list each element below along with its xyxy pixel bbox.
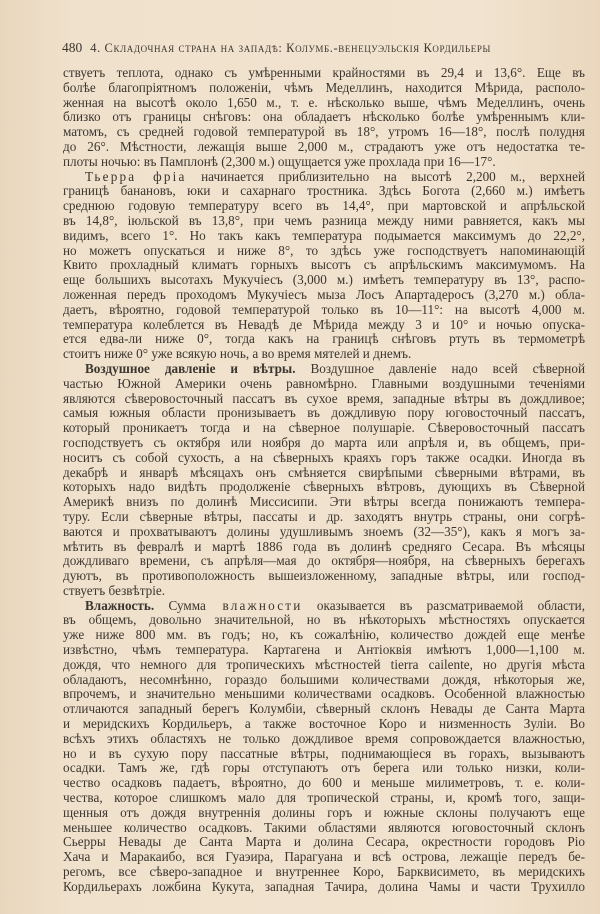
text-segment: ется едва-ли ниже 0°, тогда какъ на границѣ снѣговъ ртуть въ термометрѣ — [63, 332, 585, 347]
text-line — [63, 170, 585, 185]
text-segment: Сьерры Невады де Санта Марта и долина Сесара, окрестности городовъ Ріо — [63, 835, 585, 850]
text-segment: ствуетъ теплота, однако съ умѣренными крайностями въ 29,4 и 13,6°. Еще въ — [63, 66, 585, 80]
text-segment: Хача и Маракаибо, вся Гуаэира, Парагуана и всѣ острова, лежащіе передъ бе- — [63, 850, 585, 865]
text-segment: которыхъ надо видѣть продолженіе сѣверныхъ вѣтровъ, дующихъ въ Сѣверной — [63, 480, 585, 495]
page-number: 480 — [62, 40, 83, 55]
text-line — [63, 569, 585, 584]
text-line — [63, 584, 585, 599]
text-line — [63, 125, 585, 140]
text-segment: но можетъ опускаться и ниже 8°, то здѣсь уже господствуетъ напоминающій — [63, 243, 585, 258]
text-segment: Сумма — [168, 598, 206, 613]
text-segment: господствуетъ съ октября или ноября до марта или апрѣля и, въ общемъ, при- — [63, 435, 585, 450]
text-line — [63, 673, 585, 688]
text-line — [63, 821, 585, 836]
text-line — [63, 318, 585, 333]
text-line — [63, 303, 585, 318]
text-segment: являются сѣверовосточный пассатъ въ сухое время, западные вѣтры въ дождливое; — [63, 391, 585, 406]
text-line — [63, 421, 585, 436]
text-line — [63, 273, 585, 288]
text-segment: ложенная передъ проходомъ Мукучіесъ мыза Лосъ Апартадеросъ (3,270 м.) обла- — [63, 287, 585, 302]
text-line — [63, 406, 585, 421]
text-line — [63, 214, 585, 229]
text-segment: ствуетъ безвѣтріе. — [63, 583, 166, 598]
text-segment: но и въ сухую пору пассатные вѣтры, поднимающіеся въ горахъ, вызываютъ — [63, 746, 585, 761]
text-line — [63, 140, 585, 155]
text-segment: носитъ съ собой сухость, а на сѣверныхъ краяхъ горъ также осадки. Иногда въ — [63, 450, 585, 465]
text-segment: самыя южныя области пронизываетъ въ дождливую пору юговосточный пассатъ, — [63, 406, 585, 421]
text-segment: Америкѣ внизъ по долинѣ Миссисипи. Эти вѣтры всегда понижаютъ темпера- — [63, 495, 585, 510]
text-segment: въ 14,8°, іюльской въ 13,8°, при чемъ разница между ними равняется, какъ мы — [63, 213, 585, 228]
text-line — [63, 702, 585, 717]
text-line — [63, 184, 585, 199]
text-line — [63, 436, 585, 451]
text-line — [63, 66, 585, 81]
text-line — [63, 466, 585, 481]
text-segment: мѣтить въ февралѣ и мартѣ 1886 года въ долинѣ средняго Сесара. Въ мѣсяцы — [63, 539, 585, 554]
text-line — [63, 362, 585, 377]
text-segment: стоитъ ниже 0° уже всякую ночь, а во время мятелей и днемъ. — [63, 347, 412, 362]
text-segment: дуютъ, въ противоположность вышеизложенному, западные вѣтры, или господ- — [63, 569, 585, 584]
text-line — [63, 850, 585, 865]
text-line — [63, 687, 585, 702]
text-segment: близко отъ границы снѣговъ: она обладаетъ нѣсколько болѣе умѣреннымъ кли- — [63, 110, 585, 125]
text-segment: щенныя отъ дождя внутреннія долины горъ и южные склоны получаютъ еще — [63, 805, 585, 820]
text-segment: чества, которое слишкомъ мало для тропической страны, и, кромѣ того, защи- — [63, 791, 585, 806]
text-segment: даетъ, вѣроятно, годовой температурой только въ 10—11°: на высотѣ 4,000 м. — [63, 302, 585, 317]
text-segment: чество осадковъ падаетъ, вѣроятно, до 600 и меньше милиметровъ, т. е. коли- — [63, 776, 585, 791]
text-line — [63, 865, 585, 880]
text-line — [63, 199, 585, 214]
text-line — [63, 347, 585, 362]
text-segment: плоты ночью: въ Памплонѣ (2,300 м.) ощущается уже прохлада при 16—17°. — [63, 154, 496, 169]
text-line — [63, 392, 585, 407]
text-segment: декабрѣ и январѣ мѣсяцахъ онъ смѣняется свирѣпыми сѣверными вѣтрами, въ — [63, 465, 585, 480]
text-line — [63, 880, 585, 895]
text-segment: температура колеблется въ Невадѣ де Мѣрида между 3 и 10° и ночью опуска- — [63, 317, 585, 332]
text-segment: матомъ, съ средней годовой температурой въ 18°, утромъ 16—18°, послѣ полудня — [63, 125, 585, 140]
text-segment: Квито прохладный климатъ горныхъ высотъ съ апрѣльскимъ максимумомъ. На — [63, 258, 585, 273]
text-segment: видимъ, всего 1°. Но такъ какъ температура подымается максимумъ до 22,2°, — [63, 228, 585, 243]
text-segment: женная на высотѣ около 1,650 м., т. е. нѣсколько выше, чѣмъ Меделлинъ, очень — [63, 95, 585, 110]
emphasized-text: влажности — [222, 598, 303, 613]
text-line — [63, 288, 585, 303]
text-line — [63, 835, 585, 850]
text-line — [63, 613, 585, 628]
text-line — [63, 81, 585, 96]
text-segment: туру. Если сѣверные вѣтры, пассаты и др. заходятъ внутрь страны, они согрѣ- — [63, 509, 585, 524]
text-segment: начинается приблизительно на высотѣ 2,200 м., верхней — [201, 169, 585, 184]
text-line — [63, 244, 585, 259]
text-line — [63, 525, 585, 540]
running-header — [62, 40, 592, 56]
text-segment: Кордильерахъ ложбина Кукута, западная Тачира, долина Чамы и части Трухилло — [63, 879, 585, 894]
text-segment: который проникаетъ тогда и на сѣверное полушаріе. Сѣверовосточный пассатъ — [63, 421, 585, 436]
text-segment: всѣхъ этихъ областяхъ не только дождливое время сопровождается влажностью, — [63, 731, 585, 746]
text-segment: регомъ, все сѣверо-западное и внутреннее Коро, Барквисимето, въ меридскихъ — [63, 865, 585, 880]
text-line — [63, 332, 585, 347]
text-line — [63, 761, 585, 776]
text-segment: меньшее количество осадковъ. Такими областями являются юговосточный склонъ — [63, 820, 585, 835]
text-segment: уже ниже 800 мм. въ годъ; но, къ сожалѣнію, количество дождей еще менѣе — [63, 628, 585, 643]
page-body-text — [63, 66, 585, 895]
text-segment: извѣстно, чѣмъ температура. Картагена и Антіоквія имѣютъ 1,000—1,100 м. — [63, 643, 585, 658]
text-line — [63, 377, 585, 392]
text-segment: обладаютъ, несомнѣнно, гораздо большими количествами дождя, нѣкоторыя же, — [63, 672, 585, 687]
text-segment: до 26°. Мѣстности, лежащія выше 2,000 м., страдаютъ уже отъ недостатка те- — [63, 139, 585, 154]
text-line — [63, 658, 585, 673]
text-segment: осадки. Тамъ же, гдѣ горы отступаютъ отъ берега или только низки, коли- — [63, 761, 585, 776]
emphasized-text: Тьерра фріа — [85, 169, 187, 184]
section-heading: Воздушное давленіе и вѣтры. — [85, 361, 296, 376]
text-line — [63, 510, 585, 525]
text-line — [63, 717, 585, 732]
text-line — [63, 776, 585, 791]
text-segment: въ общемъ, довольно значительной, но въ нѣкоторыхъ мѣстностяхъ опускается — [63, 613, 585, 628]
text-line — [63, 96, 585, 111]
text-line — [63, 110, 585, 125]
text-line — [63, 229, 585, 244]
text-segment: ваются и прохватываютъ долины удушливымъ зноемъ (32—35°), какъ я могъ за- — [63, 524, 585, 539]
text-line — [63, 791, 585, 806]
text-line — [63, 155, 585, 170]
text-line — [63, 451, 585, 466]
text-line — [63, 258, 585, 273]
text-line — [63, 732, 585, 747]
text-segment: частью Южной Америки очень равномѣрно. Главными воздушными теченіями — [63, 376, 585, 391]
text-segment: впрочемъ, и значительно меньшими количествами осадковъ. Особенной влажностью — [63, 687, 585, 702]
text-segment: еще большихъ высотахъ Мукучіесъ (3,000 м.) имѣетъ температуру въ 13°, распо- — [63, 273, 585, 288]
text-segment: границѣ банановъ, юки и сахарнаго тростника. Здѣсь Богота (2,660 м.) имѣетъ — [63, 184, 585, 199]
text-segment: дождливаго времени, съ апрѣля—мая до октября—ноября, на сѣверныхъ берегахъ — [63, 554, 585, 569]
text-line — [63, 554, 585, 569]
text-line — [63, 480, 585, 495]
text-segment: дождя, что немного для тропическихъ мѣстностей tierra cailente, но другія мѣста — [63, 657, 585, 672]
text-line — [63, 495, 585, 510]
text-line — [63, 628, 585, 643]
text-segment: Воздушное давленіе надо всей сѣверной — [310, 361, 585, 376]
text-segment: и меридскихъ Кордильеръ, а также восточное Коро и низменность Зуліи. Во — [63, 717, 585, 732]
running-title: 4. Складочная страна на западѣ: Колумб.-венецуэльскія Кордильеры — [90, 41, 491, 55]
section-heading: Влажность. — [85, 598, 155, 613]
text-segment: среднюю годовую температуру всего въ 14,4°, при мартовской и апрѣльской — [63, 199, 585, 214]
text-line — [63, 643, 585, 658]
text-segment: болѣе благопріятномъ положеніи, чѣмъ Меделлинъ, находится Мѣрида, располо- — [63, 80, 585, 95]
text-segment: оказывается въ разсматриваемой области, — [316, 598, 585, 613]
text-segment: отличаются западный берегъ Колумбіи, сѣверный склонъ Невады де Санта Марта — [63, 702, 585, 717]
text-line — [63, 540, 585, 555]
text-line — [63, 806, 585, 821]
text-line — [63, 599, 585, 614]
text-line — [63, 747, 585, 762]
